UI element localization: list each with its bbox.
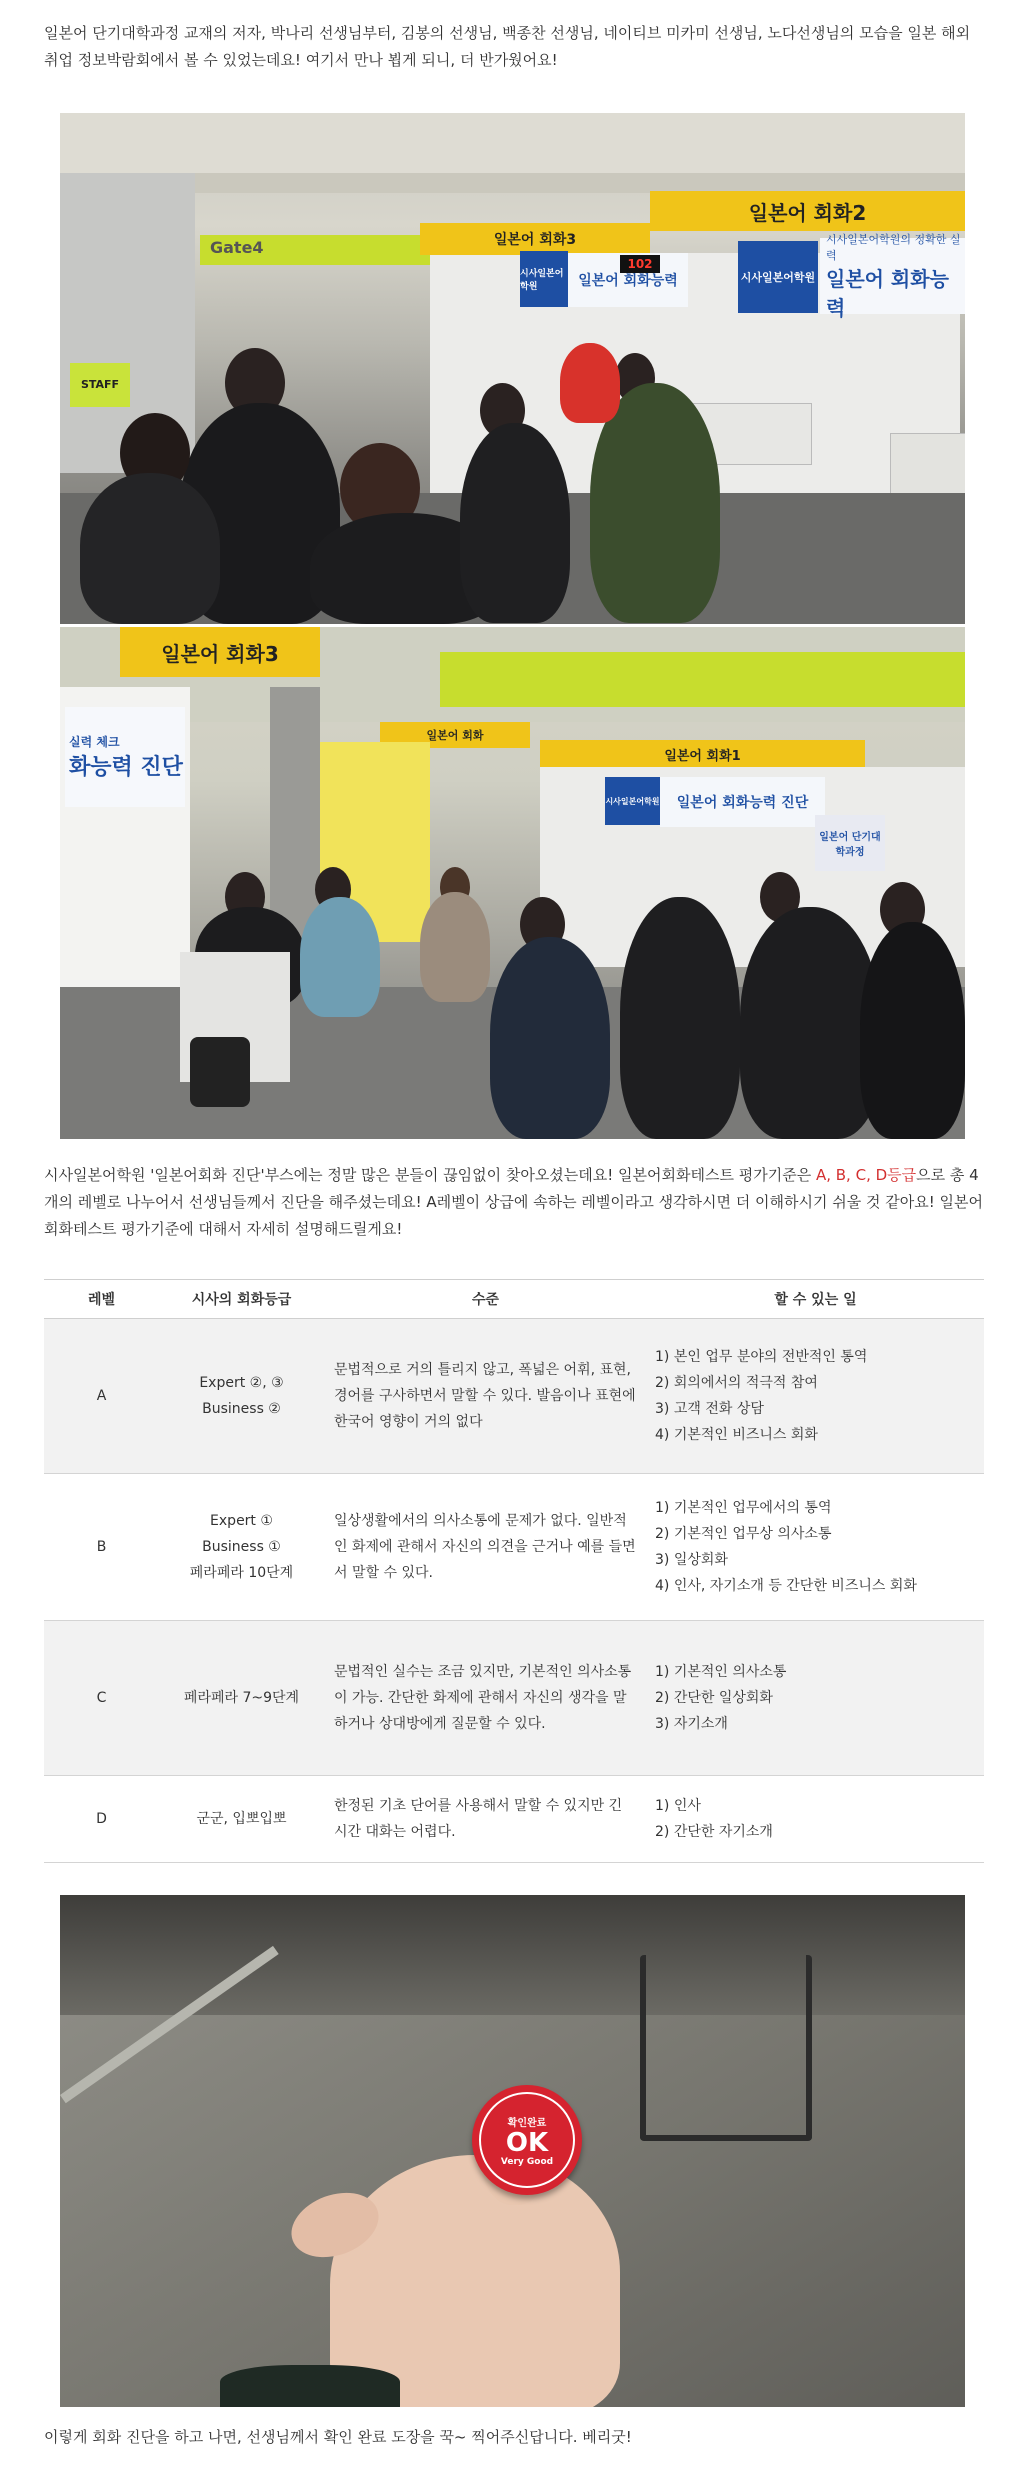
table-row [44, 1319, 984, 1474]
booth1-sign: 일본어 회화1 [540, 740, 865, 768]
stamp-main-text: OK [505, 2127, 549, 2158]
level-intro-text-1: 시사일본어학원 '일본어회화 진단'부스에는 정말 많은 분들이 끊임없이 찾아오셨는데요! 일본어회화테스트 평가기준은 [44, 1166, 816, 1184]
header-standard: 수준 [324, 1280, 647, 1319]
ability-item: 4) 기본적인 비즈니스 회화 [655, 1427, 818, 1443]
level-intro-text-2: 으로 총 4개의 레벨로 나누어서 선생님들께서 진단을 해주셨는데요! A레벨이 상급에 속하는 레벨이라고 생각하시면 더 이해하시기 쉬울 것 같아요! 일본어회화테스트 평가기준에 대해서 자세히 설명해드릴게요! [44, 1166, 984, 1238]
staff-vest: STAFF [70, 363, 130, 407]
academy-logo: 시사일본어학원 [605, 777, 660, 825]
academy-logo: 시사일본어학원 [520, 251, 568, 307]
grade-line: Expert ②, ③ [199, 1375, 284, 1391]
stamp-top-text: 확인완료 [507, 2117, 547, 2129]
stamp-photo [60, 1895, 965, 2407]
standard-cell: 한정된 기초 단어를 사용해서 말할 수 있지만 긴 시간 대화는 어렵다. [324, 1776, 647, 1863]
grade-cell [159, 1776, 324, 1863]
header-abilities: 할 수 있는 일 [647, 1280, 984, 1319]
banner-left: 일본어 회화능력 [568, 253, 688, 307]
ability-item: 1) 인사 [655, 1798, 701, 1814]
table-row [44, 1474, 984, 1621]
banner-right [820, 233, 965, 320]
standard-cell: 일상생활에서의 의사소통에 문제가 없다. 일반적인 화제에 관해서 자신의 의견을 근거나 예를 들면서 말할 수 있다. [324, 1474, 647, 1621]
grade-line: 군군, 입뽀입뽀 [196, 1811, 287, 1827]
abilities-cell [647, 1621, 984, 1776]
ability-item: 2) 간단한 일상회화 [655, 1690, 773, 1706]
level-cell: D [44, 1776, 159, 1863]
grade-cell [159, 1474, 324, 1621]
table-row [44, 1776, 984, 1863]
counter-display: 102 [620, 255, 660, 273]
side-banner: 일본어 단기대학과정 [815, 815, 885, 871]
banner-left-small: 실력 체크 [69, 735, 120, 749]
banner-big-text: 일본어 회화능력 [826, 267, 949, 320]
grade-line: Business ① [202, 1539, 281, 1555]
banner-left [65, 707, 185, 807]
ability-item: 1) 기본적인 의사소통 [655, 1664, 787, 1680]
level-cell: C [44, 1621, 159, 1776]
abilities-cell [647, 1319, 984, 1474]
level-intro-paragraph [44, 1162, 984, 1243]
ok-stamp [472, 2085, 582, 2195]
level-table [44, 1279, 984, 1863]
ability-item: 3) 고객 전화 상담 [655, 1401, 764, 1417]
grade-cell [159, 1621, 324, 1776]
intro-paragraph: 일본어 단기대학과정 교재의 저자, 박나리 선생님부터, 김봉의 선생님, 백종찬 선생님, 네이티브 미카미 선생님, 노다선생님의 모습을 일본 해외취업 정보박람회에서 볼 수 있었는데요! 여기서 만나 뵙게 되니, 더 반가웠어요! [44, 24, 971, 69]
level-cell: A [44, 1319, 159, 1474]
booth3-sign: 일본어 회화3 [120, 627, 320, 677]
booth2-sign: 일본어 회화2 [650, 191, 965, 231]
abilities-cell [647, 1776, 984, 1863]
ability-item: 2) 기본적인 업무상 의사소통 [655, 1526, 832, 1542]
stamp-bottom-text: Very Good [500, 2156, 554, 2167]
ability-item: 2) 간단한 자기소개 [655, 1824, 773, 1840]
banner-right: 일본어 회화능력 진단 [660, 777, 825, 827]
booth-sign: 일본어 회화 [380, 722, 530, 748]
outro-paragraph: 이렇게 회화 진단을 하고 나면, 선생님께서 확인 완료 도장을 꾹~ 찍어주신답니다. 베리굿! [44, 2428, 632, 2446]
header-level: 레벨 [44, 1280, 159, 1319]
grade-highlight: A, B, C, D등급 [815, 1166, 917, 1184]
header-grade: 시사의 회화등급 [159, 1280, 324, 1319]
ability-item: 3) 일상회화 [655, 1552, 728, 1568]
booth-photo-1 [60, 113, 965, 624]
banner-small-text: 시사일본어학원의 정확한 실력 [826, 233, 961, 262]
level-cell: B [44, 1474, 159, 1621]
academy-logo-2: 시사일본어학원 [738, 241, 818, 313]
ability-item: 1) 본인 업무 분야의 전반적인 통역 [655, 1349, 868, 1365]
gate-sign: Gate4 [210, 237, 264, 257]
ability-item: 3) 자기소개 [655, 1716, 728, 1732]
booth3-sign: 일본어 회화3 [420, 223, 650, 255]
ability-item: 4) 인사, 자기소개 등 간단한 비즈니스 회화 [655, 1578, 917, 1594]
booth-photo-2 [60, 627, 965, 1139]
table-header-row [44, 1280, 984, 1319]
table-row [44, 1621, 984, 1776]
grade-line: 페라페라 10단계 [189, 1565, 294, 1581]
grade-line: Business ② [202, 1401, 281, 1417]
ability-item: 2) 회의에서의 적극적 참여 [655, 1375, 818, 1391]
standard-cell: 문법적으로 거의 틀리지 않고, 폭넓은 어휘, 표현, 경어를 구사하면서 말할 수 있다. 발음이나 표현에 한국어 영향이 거의 없다 [324, 1319, 647, 1474]
grade-line: 페라페라 7~9단계 [183, 1690, 300, 1706]
abilities-cell [647, 1474, 984, 1621]
grade-cell [159, 1319, 324, 1474]
grade-line: Expert ① [210, 1513, 273, 1529]
standard-cell: 문법적인 실수는 조금 있지만, 기본적인 의사소통이 가능. 간단한 화제에 관해서 자신의 생각을 말하거나 상대방에게 질문할 수 있다. [324, 1621, 647, 1776]
banner-left-big: 화능력 진단 [69, 755, 183, 780]
ability-item: 1) 기본적인 업무에서의 통역 [655, 1500, 832, 1516]
